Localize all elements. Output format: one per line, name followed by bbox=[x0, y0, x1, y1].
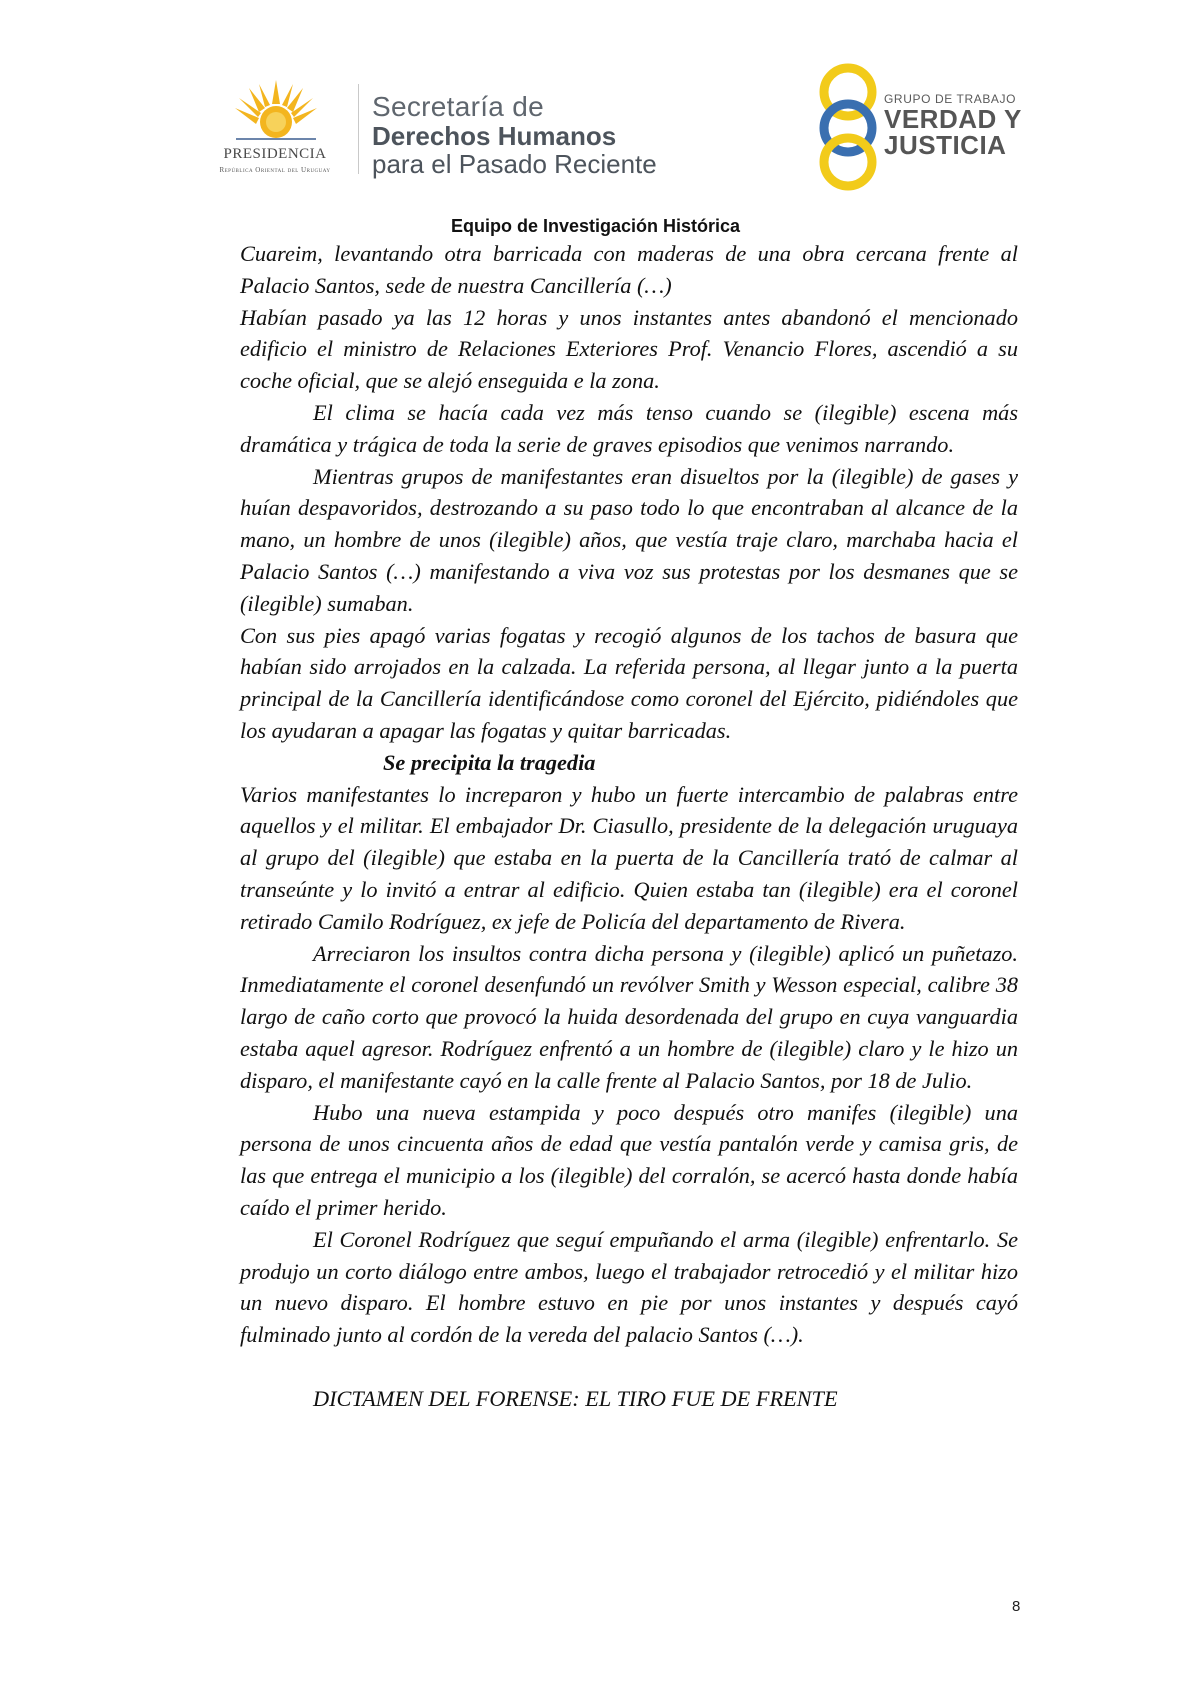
forensic-verdict-heading: DICTAMEN DEL FORENSE: EL TIRO FUE DE FRENTE bbox=[313, 1385, 838, 1411]
grupo-de-trabajo-label: GRUPO DE TRABAJO bbox=[884, 92, 1017, 106]
paragraph-2: Habían pasado ya las 12 horas y unos instantes antes abandonó el mencionado edificio el ministro de Relaciones Exteriores Prof. Venancio Flores, ascendió a su coche oficial, que se alejó enseguida e la zona. bbox=[240, 304, 1018, 394]
verdad-y-label: VERDAD Y bbox=[884, 104, 1022, 134]
justicia-label: JUSTICIA bbox=[884, 130, 1007, 160]
section-title: Equipo de Investigación Histórica bbox=[450, 216, 741, 236]
body-text bbox=[240, 238, 1018, 1414]
paragraph-8: Hubo una nueva estampida y poco después otro manifes (ilegible) una persona de unos cincuenta años de edad que vestía pantalón verde y camisa gris, de las que entrega el municipio a los (ilegible) del corralón, se acercó hasta donde había caído el primer herido. bbox=[240, 1099, 1018, 1220]
paragraph-7: Arreciaron los insultos contra dicha persona y (ilegible) aplicó un puñetazo. Inmediatamente el coronel desenfundó un revólver Smith y Wesson especial, calibre 38 largo de caño corto que provocó la huida desordenada del grupo en cuya vanguardia estaba aquel agresor. Rodríguez enfrentó a un hombre de (ilegible) claro y le hizo un disparo, el manifestante cayó en la calle frente al Palacio Santos, por 18 de Julio. bbox=[240, 940, 1018, 1093]
page-number: 8 bbox=[1012, 1598, 1021, 1615]
presidencia-label: PRESIDENCIA bbox=[223, 146, 327, 162]
header-divider bbox=[358, 84, 359, 174]
verdad-justicia-logo-text bbox=[884, 92, 1022, 158]
paragraph-5: Con sus pies apagó varias fogatas y recogió algunos de los tachos de basura que habían sido arrojados en la calzada. La referida persona, al llegar junto a la puerta principal de la Cancillería identificándose como coronel del Ejército, pidiéndoles que los ayudaran a apagar las fogatas y quitar barricadas. bbox=[240, 622, 1018, 743]
presidencia-subtitle: República Oriental del Uruguay bbox=[219, 166, 331, 174]
secretaria-line-2: Derechos Humanos bbox=[372, 121, 617, 151]
paragraph-6: Varios manifestantes lo increparon y hubo un fuerte intercambio de palabras entre aquellos y el militar. El embajador Dr. Ciasullo, presidente de la delegación uruguaya al grupo del (ilegible) que estaba en la puerta de la Cancillería trató de calmar al transeúnte y lo invitó a entrar al edificio. Quien estaba tan (ilegible) era el coronel retirado Camilo Rodríguez, ex jefe de Policía del departamento de Rivera. bbox=[240, 781, 1018, 934]
secretaria-title bbox=[372, 92, 657, 178]
presidencia-logo bbox=[195, 78, 355, 188]
paragraph-9: El Coronel Rodríguez que seguí empuñando el arma (ilegible) enfrentarlo. Se produjo un corto diálogo entre ambos, luego el trabajador retrocedió y el militar hizo un nuevo disparo. El hombre estuvo en pie por unos instantes y después cayó fulminado junto al cordón de la vereda del palacio Santos (…). bbox=[240, 1226, 1018, 1348]
paragraph-4: Mientras grupos de manifestantes eran disueltos por la (ilegible) de gases y huían despavoridos, destrozando a su paso todo lo que encontraban al alcance de la mano, un hombre de unos (ilegible) años, que vestía traje claro, marchaba hacia el Palacio Santos (…) manifestando a viva voz sus protestas por los desmanes que se (ilegible) sumaban. bbox=[240, 463, 1018, 616]
secretaria-line-1: Secretaría de bbox=[372, 91, 544, 122]
subheading: Se precipita la tragedia bbox=[383, 749, 596, 775]
paragraph-1: Cuareim, levantando otra barricada con maderas de una obra cercana frente al Palacio Santos, sede de nuestra Cancillería (…) bbox=[240, 241, 1018, 298]
paragraph-3: El clima se hacía cada vez más tenso cuando se (ilegible) escena más dramática y trágica de toda la serie de graves episodios que venimos narrando. bbox=[240, 399, 1018, 457]
secretaria-line-3: para el Pasado Reciente bbox=[372, 149, 657, 179]
